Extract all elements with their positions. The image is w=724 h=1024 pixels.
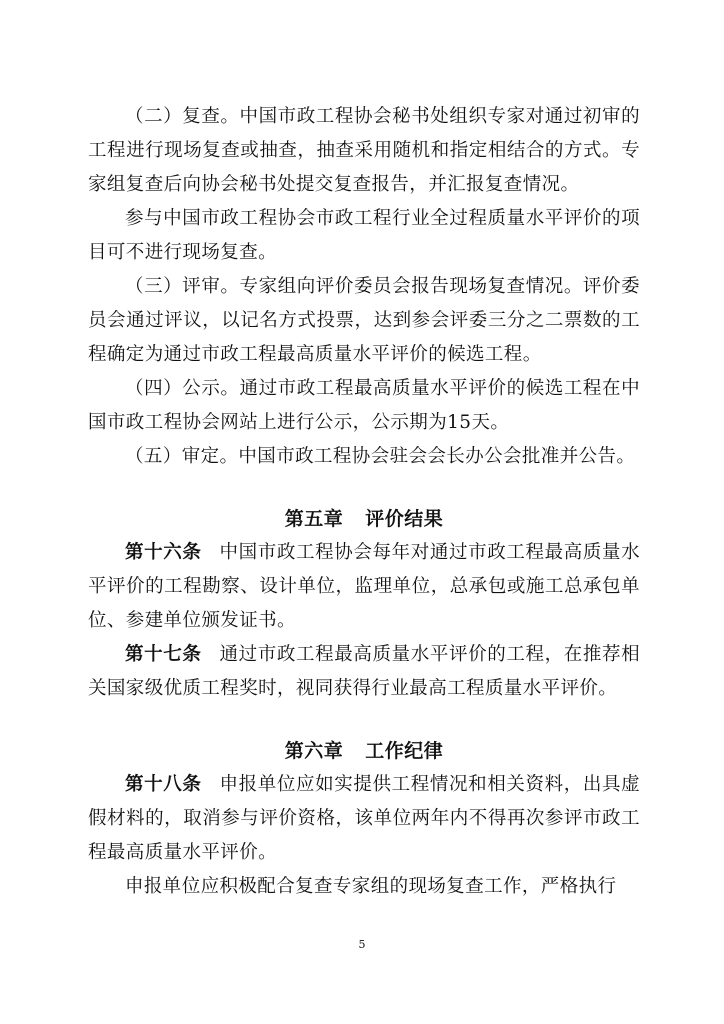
paragraph-approval: （五）审定。中国市政工程协会驻会会长办公会批准并公告。 xyxy=(125,446,636,467)
paragraph-review-evaluation: （三）评审。专家组向评价委员会报告现场复查情况。评价委员会通过评议，以记名方式投票，达到参会评委三分之二票数的工程确定为通过市政工程最高质量水平评价的候选工程。 xyxy=(88,276,640,365)
article-17-text: 通过市政工程最高质量水平评价的工程，在推荐相关国家级优质工程奖时，视同获得行业最高工程质量水平评价。 xyxy=(88,644,640,699)
chapter-6-title: 工作纪律 xyxy=(365,740,444,762)
chapter-5-number: 第五章 xyxy=(284,508,344,530)
chapter-6-number: 第六章 xyxy=(284,740,344,762)
article-18 xyxy=(88,768,640,870)
article-18-label: 第十八条 xyxy=(125,774,202,795)
article-17-label: 第十七条 xyxy=(125,644,202,665)
article-18-text: 申报单位应如实提供工程情况和相关资料，出具虚假材料的，取消参与评价资格，该单位两年内不得再次参评市政工程最高质量水平评价。 xyxy=(88,774,640,863)
article-17 xyxy=(88,638,640,706)
article-16-text: 中国市政工程协会每年对通过市政工程最高质量水平评价的工程勘察、设计单位，监理单位，总承包或施工总承包单位、参建单位颁发证书。 xyxy=(88,542,640,631)
section-gap xyxy=(88,474,640,502)
chapter-6-heading xyxy=(88,734,640,768)
chapter-5-title: 评价结果 xyxy=(365,508,444,530)
paragraph-cooperation: 申报单位应积极配合复查专家组的现场复查工作，严格执行 xyxy=(125,876,617,897)
paragraph-review-recheck: （二）复查。中国市政工程协会秘书处组织专家对通过初审的工程进行现场复查或抽查，抽查采用随机和指定相结合的方式。专家组复查后向协会秘书处提交复查报告，并汇报复查情况。 xyxy=(88,106,640,195)
article-16 xyxy=(88,536,640,638)
chapter-5-heading xyxy=(88,502,640,536)
document-page xyxy=(88,100,640,904)
section-gap xyxy=(88,706,640,734)
paragraph-exemption: 参与中国市政工程协会市政工程行业全过程质量水平评价的项目可不进行现场复查。 xyxy=(88,208,640,263)
article-16-label: 第十六条 xyxy=(125,542,202,563)
page-number: 5 xyxy=(358,938,366,951)
paragraph-publicity: （四）公示。通过市政工程最高质量水平评价的候选工程在中国市政工程协会网站上进行公示，公示期为15天。 xyxy=(88,378,640,433)
